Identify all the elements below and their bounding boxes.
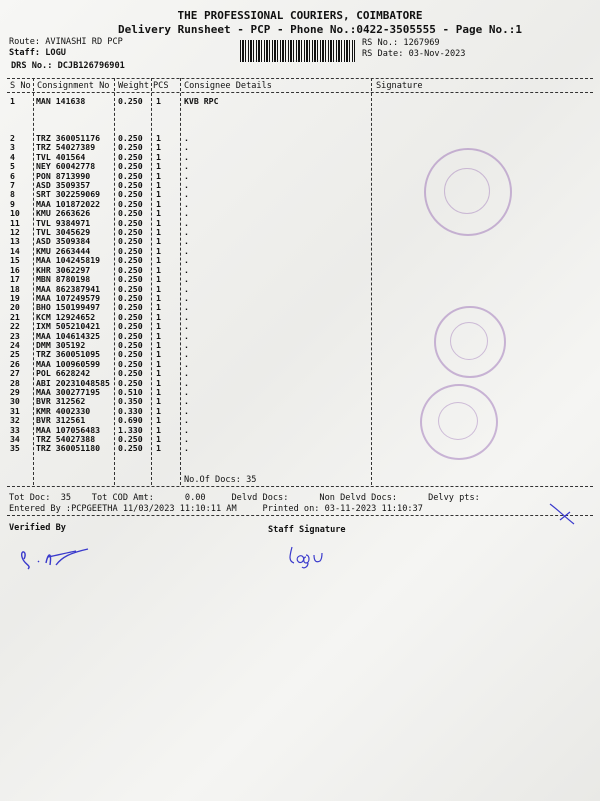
row-details: . xyxy=(184,405,189,416)
row-weight: 0.250 xyxy=(118,217,143,228)
row-consignment-no: MAA 104245819 xyxy=(36,255,101,266)
row-sno: 15 xyxy=(10,255,20,266)
rs-date: RS Date: 03-Nov-2023 xyxy=(362,49,466,59)
row-sno: 25 xyxy=(10,349,20,360)
no-of-docs: No.Of Docs: 35 xyxy=(184,475,257,485)
row-sno: 28 xyxy=(10,377,20,388)
row-details: . xyxy=(184,292,189,303)
row-details: . xyxy=(184,274,189,285)
row-consignment-no: TRZ 360051176 xyxy=(36,133,101,143)
entered-by-line: Entered By :PCPGEETHA 11/03/2023 11:10:11 AM Printed on: 03-11-2023 11:10:37 xyxy=(9,504,423,514)
row-weight: 0.250 xyxy=(118,151,143,162)
row-consignment-no: TRZ 360051180 xyxy=(36,443,101,454)
row-consignment-no: NEY 60042778 xyxy=(36,161,96,172)
route-label: Route: AVINASHI RD PCP xyxy=(9,37,123,47)
row-details: . xyxy=(184,415,189,426)
row-weight: 0.250 xyxy=(118,170,143,181)
col-header-sno: S No xyxy=(10,81,31,91)
row-weight: 0.250 xyxy=(118,311,143,322)
row-details: . xyxy=(184,245,189,256)
row-pcs: 1 xyxy=(156,424,161,435)
row-consignment-no: KMU 2663626 xyxy=(36,208,91,219)
row-details: . xyxy=(184,217,189,228)
row-weight: 0.250 xyxy=(118,245,143,256)
bank-stamp xyxy=(420,384,498,460)
row-weight: 0.250 xyxy=(118,161,143,172)
row-sno: 21 xyxy=(10,311,20,322)
row-consignment-no: PON 8713990 xyxy=(36,170,91,181)
row-sno: 33 xyxy=(10,424,20,435)
row-details: . xyxy=(184,302,189,313)
row-weight: 0.250 xyxy=(118,227,143,238)
row-weight: 1.330 xyxy=(118,424,143,435)
row-pcs: 1 xyxy=(156,358,161,369)
row-sno: 26 xyxy=(10,358,20,369)
row-weight: 0.250 xyxy=(118,434,143,444)
row-consignment-no: BHO 150199497 xyxy=(36,302,101,313)
row-consignment-no: TRZ 360051095 xyxy=(36,349,101,360)
barcode xyxy=(240,40,355,62)
row-sno: 7 xyxy=(10,180,15,191)
totals-line: Tot Doc: 35 Tot COD Amt: 0.00 Delvd Docs: Non Delvd Docs: Delvy pts: xyxy=(9,493,480,503)
row-weight: 0.250 xyxy=(118,443,143,454)
row-weight: 0.250 xyxy=(118,264,143,275)
row-weight: 0.250 xyxy=(118,189,143,200)
row-consignment-no: TRZ 54027389 xyxy=(36,142,96,153)
row-consignment-no: MAA 862387941 xyxy=(36,283,101,294)
row-consignment-no: MAA 100960599 xyxy=(36,358,101,369)
row-details: . xyxy=(184,443,189,454)
col-header-details: Consignee Details xyxy=(184,81,272,91)
row-consignment-no: MBN 8780198 xyxy=(36,274,91,285)
row-sno: 16 xyxy=(10,264,20,275)
row-consignment-no: TRZ 54027388 xyxy=(36,434,96,444)
row-pcs: 1 xyxy=(156,396,161,407)
row-weight: 0.250 xyxy=(118,368,143,379)
table-row xyxy=(10,444,374,453)
row-consignment-no: MAA 101872022 xyxy=(36,198,101,209)
row-sno: 5 xyxy=(10,161,15,172)
row-pcs: 1 xyxy=(156,170,161,181)
row-pcs: 1 xyxy=(156,339,161,350)
row-pcs: 1 xyxy=(156,443,161,454)
row-consignment-no: TVL 3045629 xyxy=(36,227,91,238)
row-consignment-no: KHR 3062297 xyxy=(36,264,91,275)
row-consignment-no: ASD 3509384 xyxy=(36,236,91,247)
row-consignment-no: DMM 305192 xyxy=(36,339,86,350)
table-row xyxy=(10,97,374,134)
row-details: . xyxy=(184,180,189,191)
row-sno: 13 xyxy=(10,236,20,247)
row-pcs: 1 xyxy=(156,96,161,106)
staff-handwritten-signature xyxy=(284,543,330,569)
row-weight: 0.250 xyxy=(118,292,143,303)
row-consignment-no: MAA 107056483 xyxy=(36,424,101,435)
row-consignment-no: MAN 141638 xyxy=(36,96,86,106)
row-weight: 0.250 xyxy=(118,283,143,294)
row-consignment-no: BVR 312561 xyxy=(36,415,86,426)
row-pcs: 1 xyxy=(156,180,161,191)
row-consignment-no: POL 6628242 xyxy=(36,368,91,379)
row-sno: 24 xyxy=(10,339,20,350)
row-consignment-no: BVR 312562 xyxy=(36,396,86,407)
row-consignment-no: SRT 302259069 xyxy=(36,189,101,200)
row-details: . xyxy=(184,321,189,332)
bank-stamp xyxy=(434,306,506,378)
row-sno: 1 xyxy=(10,96,15,106)
row-sno: 35 xyxy=(10,443,20,454)
row-details: . xyxy=(184,283,189,294)
row-pcs: 1 xyxy=(156,330,161,341)
row-pcs: 1 xyxy=(156,142,161,153)
row-consignment-no: ABI 20231048585 xyxy=(36,377,110,388)
row-weight: 0.330 xyxy=(118,405,143,416)
row-sno: 6 xyxy=(10,170,15,181)
row-details: . xyxy=(184,349,189,360)
row-weight: 0.250 xyxy=(118,302,143,313)
row-details: . xyxy=(184,133,189,143)
row-weight: 0.510 xyxy=(118,386,143,397)
row-sno: 12 xyxy=(10,227,20,238)
row-details: . xyxy=(184,368,189,379)
row-weight: 0.250 xyxy=(118,274,143,285)
col-header-consignment: Consignment No xyxy=(37,81,110,91)
verified-by-label: Verified By xyxy=(9,523,66,533)
table-top-rule xyxy=(7,78,593,79)
row-weight: 0.250 xyxy=(118,236,143,247)
staff-label: Staff: LOGU xyxy=(9,48,66,58)
row-details: . xyxy=(184,339,189,350)
row-weight: 0.250 xyxy=(118,208,143,219)
row-weight: 0.250 xyxy=(118,377,143,388)
row-details: . xyxy=(184,264,189,275)
row-details: . xyxy=(184,227,189,238)
row-pcs: 1 xyxy=(156,236,161,247)
row-details: . xyxy=(184,255,189,266)
row-details: . xyxy=(184,311,189,322)
row-pcs: 1 xyxy=(156,217,161,228)
row-pcs: 1 xyxy=(156,283,161,294)
row-pcs: 1 xyxy=(156,274,161,285)
row-details: . xyxy=(184,377,189,388)
row-sno: 17 xyxy=(10,274,20,285)
row-details: . xyxy=(184,161,189,172)
row-pcs: 1 xyxy=(156,255,161,266)
row-pcs: 1 xyxy=(156,198,161,209)
row-details: . xyxy=(184,330,189,341)
row-weight: 0.250 xyxy=(118,180,143,191)
row-details: . xyxy=(184,424,189,435)
row-consignment-no: TVL 401564 xyxy=(36,151,86,162)
row-sno: 34 xyxy=(10,434,20,444)
row-details: . xyxy=(184,236,189,247)
consignment-table xyxy=(10,97,374,454)
company-title: THE PROFESSIONAL COURIERS, COIMBATORE xyxy=(177,9,423,22)
row-details: . xyxy=(184,142,189,153)
row-consignment-no: MAA 300277195 xyxy=(36,386,101,397)
row-weight: 0.250 xyxy=(118,133,143,143)
rs-number: RS No.: 1267969 xyxy=(362,38,440,48)
row-sno: 22 xyxy=(10,321,20,332)
row-sno: 2 xyxy=(10,133,15,143)
row-details: . xyxy=(184,151,189,162)
row-consignment-no: MAA 107249579 xyxy=(36,292,101,303)
row-weight: 0.250 xyxy=(118,321,143,332)
row-weight: 0.250 xyxy=(118,198,143,209)
row-sno: 18 xyxy=(10,283,20,294)
verified-signature xyxy=(18,543,98,573)
row-consignment-no: TVL 9384971 xyxy=(36,217,91,228)
table-bottom-rule xyxy=(7,486,593,487)
row-pcs: 1 xyxy=(156,208,161,219)
row-pcs: 1 xyxy=(156,405,161,416)
row-weight: 0.250 xyxy=(118,339,143,350)
col-header-signature: Signature xyxy=(376,81,423,91)
row-weight: 0.690 xyxy=(118,415,143,426)
row-consignment-no: ASD 3509357 xyxy=(36,180,91,191)
footer-rule xyxy=(7,515,593,516)
row-pcs: 1 xyxy=(156,245,161,256)
row-details: . xyxy=(184,198,189,209)
row-pcs: 1 xyxy=(156,349,161,360)
row-pcs: 1 xyxy=(156,292,161,303)
row-consignment-no: KMU 2663444 xyxy=(36,245,91,256)
row-sno: 8 xyxy=(10,189,15,200)
row-consignment-no: KCM 12924652 xyxy=(36,311,96,322)
row-pcs: 1 xyxy=(156,321,161,332)
row-pcs: 1 xyxy=(156,151,161,162)
row-details: . xyxy=(184,396,189,407)
row-sno: 10 xyxy=(10,208,20,219)
row-sno: 4 xyxy=(10,151,15,162)
row-pcs: 1 xyxy=(156,161,161,172)
row-sno: 3 xyxy=(10,142,15,153)
runsheet-subtitle: Delivery Runsheet - PCP - Phone No.:0422-3505555 - Page No.:1 xyxy=(118,23,522,36)
drs-number: DRS No.: DCJB126796901 xyxy=(11,61,125,71)
row-details: . xyxy=(184,170,189,181)
row-pcs: 1 xyxy=(156,311,161,322)
row-weight: 0.250 xyxy=(118,358,143,369)
col-header-weight: Weight xyxy=(118,81,150,91)
row-details: . xyxy=(184,208,189,219)
row-sno: 23 xyxy=(10,330,20,341)
row-pcs: 1 xyxy=(156,189,161,200)
row-details: . xyxy=(184,358,189,369)
row-sno: 20 xyxy=(10,302,20,313)
row-pcs: 1 xyxy=(156,264,161,275)
row-weight: 0.250 xyxy=(118,255,143,266)
row-pcs: 1 xyxy=(156,386,161,397)
row-weight: 0.250 xyxy=(118,96,143,106)
bank-stamp xyxy=(424,148,512,236)
row-sno: 29 xyxy=(10,386,20,397)
row-sno: 14 xyxy=(10,245,20,256)
row-details: . xyxy=(184,189,189,200)
staff-signature-label: Staff Signature xyxy=(268,525,346,535)
row-pcs: 1 xyxy=(156,302,161,313)
row-details: . xyxy=(184,386,189,397)
row-details: KVB RPC xyxy=(184,96,219,106)
row-weight: 0.350 xyxy=(118,396,143,407)
row-pcs: 1 xyxy=(156,133,161,143)
row-weight: 0.250 xyxy=(118,349,143,360)
row-pcs: 1 xyxy=(156,227,161,238)
row-consignment-no: IXM 505210421 xyxy=(36,321,101,332)
row-sno: 32 xyxy=(10,415,20,426)
row-sno: 30 xyxy=(10,396,20,407)
col-header-pcs: PCS xyxy=(153,81,169,91)
row-weight: 0.250 xyxy=(118,330,143,341)
row-details: . xyxy=(184,434,189,444)
row-pcs: 1 xyxy=(156,415,161,426)
row-pcs: 1 xyxy=(156,377,161,388)
table-header-rule xyxy=(7,92,593,93)
margin-mark xyxy=(546,500,580,530)
row-sno: 31 xyxy=(10,405,20,416)
row-consignment-no: KMR 4002330 xyxy=(36,405,91,416)
row-sno: 9 xyxy=(10,198,15,209)
row-sno: 11 xyxy=(10,217,20,228)
row-pcs: 1 xyxy=(156,368,161,379)
row-sno: 19 xyxy=(10,292,20,303)
row-sno: 27 xyxy=(10,368,20,379)
row-weight: 0.250 xyxy=(118,142,143,153)
row-pcs: 1 xyxy=(156,434,161,444)
row-consignment-no: MAA 104614325 xyxy=(36,330,101,341)
